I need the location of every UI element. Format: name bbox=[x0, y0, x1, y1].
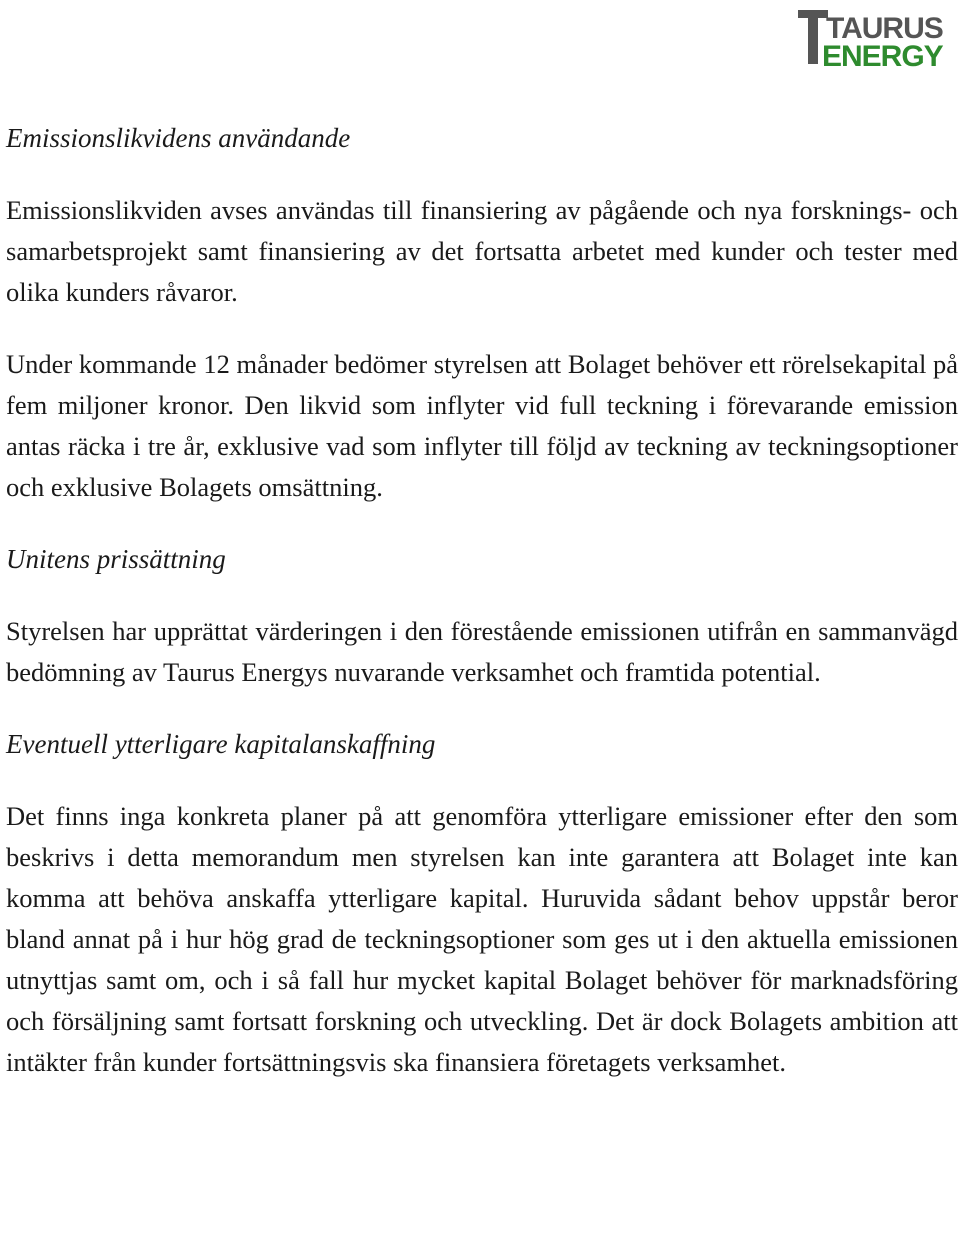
logo-line2: ENERGY bbox=[822, 40, 943, 68]
paragraph-emissionslikvid-1: Emissionslikviden avses användas till finansiering av pågående och nya forsknings- och samarbetsprojekt samt finansiering av det fortsatta arbetet med kunder och tester med olika kunders råvaror. bbox=[6, 195, 958, 307]
section-heading-kapitalanskaffning: Eventuell ytterligare kapitalanskaffning bbox=[6, 729, 436, 759]
section-heading-prissattning: Unitens prissättning bbox=[6, 544, 226, 574]
paragraph-prissattning-1: Styrelsen har upprättat värderingen i den förestående emissionen utifrån en sammanvägd bedömning av Taurus Energys nuvarande verksamhet och framtida potential. bbox=[6, 616, 958, 687]
paragraph-emissionslikvid-2: Under kommande 12 månader bedömer styrelsen att Bolaget behöver ett rörelsekapital på fem miljoner kronor. Den likvid som inflyter vid full teckning i förevarande emission antas räcka i tre år, exklusive vad som inflyter till följd av teckning av teckningsoptioner och exklusive Bolagets omsättning. bbox=[6, 349, 958, 502]
logo-t-stem bbox=[808, 10, 818, 64]
section-heading-emissionslikvid: Emissionslikvidens användande bbox=[6, 123, 351, 153]
taurus-energy-logo bbox=[796, 8, 946, 68]
paragraph-kapitalanskaffning-1: Det finns inga konkreta planer på att genomföra ytterligare emissioner efter den som beskrivs i detta memorandum men styrelsen kan inte garantera att Bolaget inte kan komma att behöva anskaffa ytterligare kapital. Huruvida sådant behov uppstår beror bland annat på i hur hög grad de teckningsoptioner som ges ut i den aktuella emissionen utnyttjas samt om, och i så fall hur mycket kapital Bolaget behöver för marknadsföring och försäljning samt fortsatt forskning och utveckling. Det är dock Bolagets ambition att intäkter från kunder fortsättningsvis ska finansiera företagets verksamhet. bbox=[6, 801, 958, 1077]
logo-line1: TAURUS bbox=[826, 12, 943, 45]
document-body bbox=[6, 118, 958, 1114]
logo-graphic bbox=[796, 8, 946, 68]
